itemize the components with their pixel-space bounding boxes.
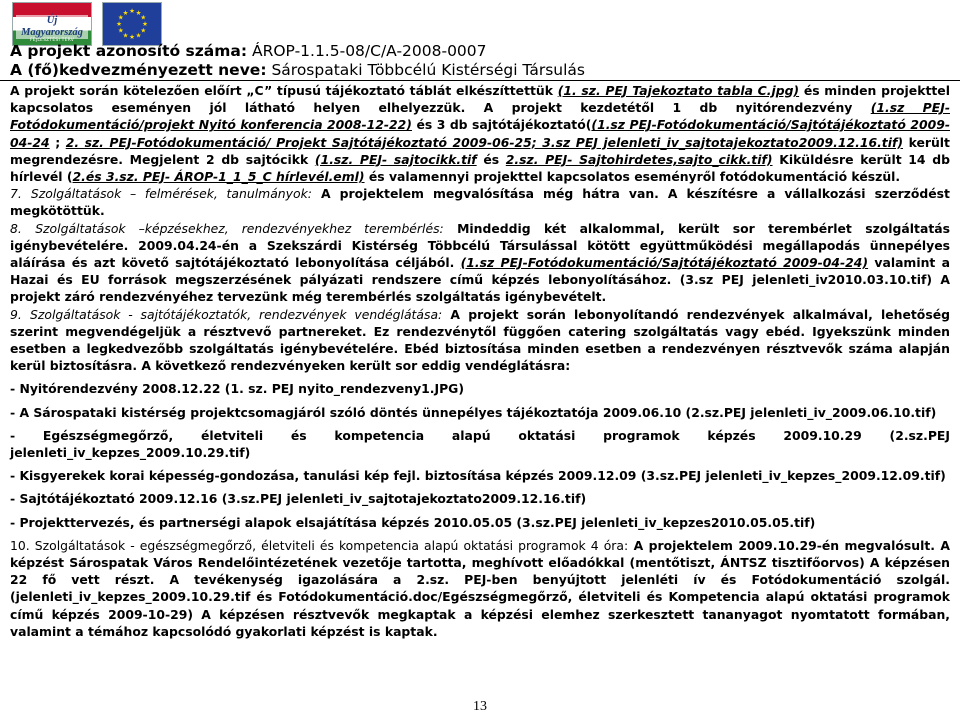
text: és valamennyi projekttel kapcsolatos eseményről fotódokumentáció készül. [368,169,901,185]
eu-star: ★ [122,31,129,40]
text: és 3 db sajtótájékoztató( [416,117,592,133]
eu-star: ★ [129,33,135,42]
attachment-link[interactable]: (1.sz. PEJ- sajtocikk.tif [314,151,477,167]
text: Mindeddig két alkalommal, került sor terembérlet szolgáltatás igénybevételére. 2009.04.24-én a Szekszárdi Kistérség Többcélú Társulással kötött együttműködési megállapodás ünnepélyes aláírása és azt követő sajtótájékoztató lebonyolítása céljából. [10,220,950,271]
event-item: - Kisgyerekek korai képesség-gondozása, tanulási kép fejl. biztosítása képzés 2009.12.09 (3.sz.PEJ jelenleti_iv_kepzes_2009.12.09.tif) [10,468,946,484]
paragraph-7 [10,185,950,219]
paragraph-communication [10,82,950,185]
text: A projekt során kötelezően előírt „C” típusú tájékoztató táblát elkészíttettük [10,83,553,98]
eu-star: ★ [117,26,124,35]
text: Kiküldésre került 14 db hírlevél ( [10,151,950,185]
event-item: - Projekttervezés, és partnerségi alapok elsajátítása képzés 2010.05.05 (3.sz.PEJ jelenleti_iv_kepzes2010.05.05.tif) [10,514,816,530]
paragraph-number: 7. [10,186,22,202]
text: és [483,151,500,167]
attachment-link[interactable]: 2.sz. PEJ- Sajtohirdetes,sajto_cikk.tif) [505,151,773,167]
attachment-link[interactable]: (1.sz PEJ-Fotódokumentáció/projekt Nyitó konferencia 2008-12-22) [10,100,950,133]
text: valamint a Hazai és EU források megszerzésének pályázati rendszere című képzés lebonyolításához. (3.sz PEJ jelenleti_iv2010.03.10.tif) A projekt záró rendezvényéhez tervezünk még terembérlés szolgáltatás igénybevételt. [10,255,950,305]
text: ; [55,134,61,150]
header-divider [0,80,960,81]
attachment-link[interactable]: (1.sz PEJ-Fotódokumentáció/Sajtótájékoztató 2009-04-24 [10,117,950,150]
event-item: - Egészségmegőrző, életviteli és kompetencia alapú oktatási programok képzés 2009.10.29 (2.sz.PEJ jelenleti_iv_kepzes_2009.10.29.tif) [10,427,950,461]
beneficiary-line [10,61,950,80]
text: A projektelem megvalósítása még hátra van. A készítésre a vállalkozási szerződést megkötöttük. [10,186,950,219]
attachment-link[interactable]: (1.sz PEJ-Fotódokumentáció/Sajtótájékoztató 2009-04-24) [460,255,869,271]
uj-magyarorszag-logo-text: Új Magyarország [16,15,88,39]
text: A projektelem 2009.10.29-én megvalósult. A képzést Sárospatak Város Rendelőintézetének vezetője tartotta, meghívott előadókkal (mentőtiszt, ÁNTSZ tisztifőorvos) A képzésen 22 fő vett részt. A tevékenység igazolására a 2.sz. PEJ-ben benyújtott jelenléti ív és Fotódokumentáció szolgál. (jelenleti_iv_kepzes_2009.10.29.tif és Fotódokumentáció.doc/Egészségmegőrző, életviteli és Kompetencia alapú oktatási programok című képzés 2009-10-29) A képzésen résztvevők megkaptak a képzési elemhez szerkesztett tananyagot nyomtatott formában, valamint a témához kapcsolódó gyakorlati képzést is kaptak. [10,537,950,639]
text: és minden projekttel kapcsolatos eseményen jól látható helyen elhelyezzük. A projekt kezdetétől 1 db nyitórendezvény [10,83,950,116]
header-logos [12,2,162,46]
page-number: 13 [473,699,487,714]
uj-magyarorszag-logo-subtext: FEJLESZTÉSI TERV [29,38,74,43]
paragraph-label: 10. Szolgáltatások - egészségmegőrző, életviteli és kompetencia alapú oktatási programok 4 óra: [10,537,629,553]
paragraph-number: 9. [10,306,22,322]
event-item: - Sajtótájékoztató 2009.12.16 (3.sz.PEJ jelenleti_iv_sajtotajekoztato2009.12.16.tif) [10,491,587,507]
eu-flag-icon [102,2,162,46]
paragraph-8 [10,220,950,306]
text: került megrendezésre. Megjelent 2 db sajtócikk [10,134,950,167]
project-id-line [10,42,950,61]
eu-star: ★ [116,20,122,29]
paragraph-10 [10,537,950,640]
eu-star: ★ [117,13,124,22]
beneficiary-value: Sárospataki Többcélú Kistérségi Társulás [271,61,585,79]
project-header [10,42,950,80]
project-id-value: ÁROP-1.1.5-08/C/A-2008-0007 [251,42,487,60]
event-item: - A Sárospataki kistérség projektcsomagjáról szóló döntés ünnepélyes tájékoztatója 2009.06.10 (2.sz.PEJ jelenleti_iv_2009.06.10.tif) [10,404,937,420]
project-id-label: A projekt azonosító száma: [10,42,248,60]
eu-star: ★ [135,31,142,40]
uj-magyarorszag-logo [12,2,92,46]
paragraph-number: 8. [10,220,22,236]
paragraph-label: Szolgáltatások –képzésekhez, rendezvényekhez terembérlés: [35,220,444,236]
eu-star: ★ [142,20,148,29]
beneficiary-label: A (fő)kedvezményezett neve: [10,61,267,79]
event-item: - Nyitórendezvény 2008.12.22 (1. sz. PEJ nyito_rendezveny1.JPG) [10,381,465,397]
text: A projekt során lebonyolítandó rendezvények alkalmával, lehetőség szerint megvendégeljük a résztvevő partnereket. Ez rendezvénytől függően catering szolgáltatás vagy ebéd. Igyekszünk minden esetben a legkedvezőbb szolgáltatás igénybevételére. Ebéd biztosítása minden esetben a rendezvényen résztvevők száma alapján kerül biztosításra. A következő rendezvényeken került sor eddig vendéglátásra: [10,306,950,374]
attachment-link[interactable]: (1. sz. PEJ Tajekoztato tabla C.jpg) [557,83,800,98]
paragraph-label: Szolgáltatások - sajtótájékoztatók, rendezvények vendéglátása: [30,306,443,322]
eu-star: ★ [140,26,147,35]
eu-star: ★ [140,13,147,22]
attachment-link[interactable]: 2. sz. PEJ-Fotódokumentáció/ Projekt Sajtótájékoztató 2009-06-25; 3.sz PEJ jelenleti_iv_sajtotajekoztato2009.12.16.tif) [65,134,904,150]
paragraph-label: Szolgáltatások – felmérések, tanulmányok: [30,186,312,202]
eu-star: ★ [135,8,142,17]
paragraph-9 [10,306,950,375]
eu-star: ★ [122,8,129,17]
eu-star: ★ [129,7,135,16]
report-body [10,82,950,640]
attachment-link[interactable]: 2.és 3.sz. PEJ- ÁROP-1_1_5_C hírlevél.eml) [72,169,365,185]
